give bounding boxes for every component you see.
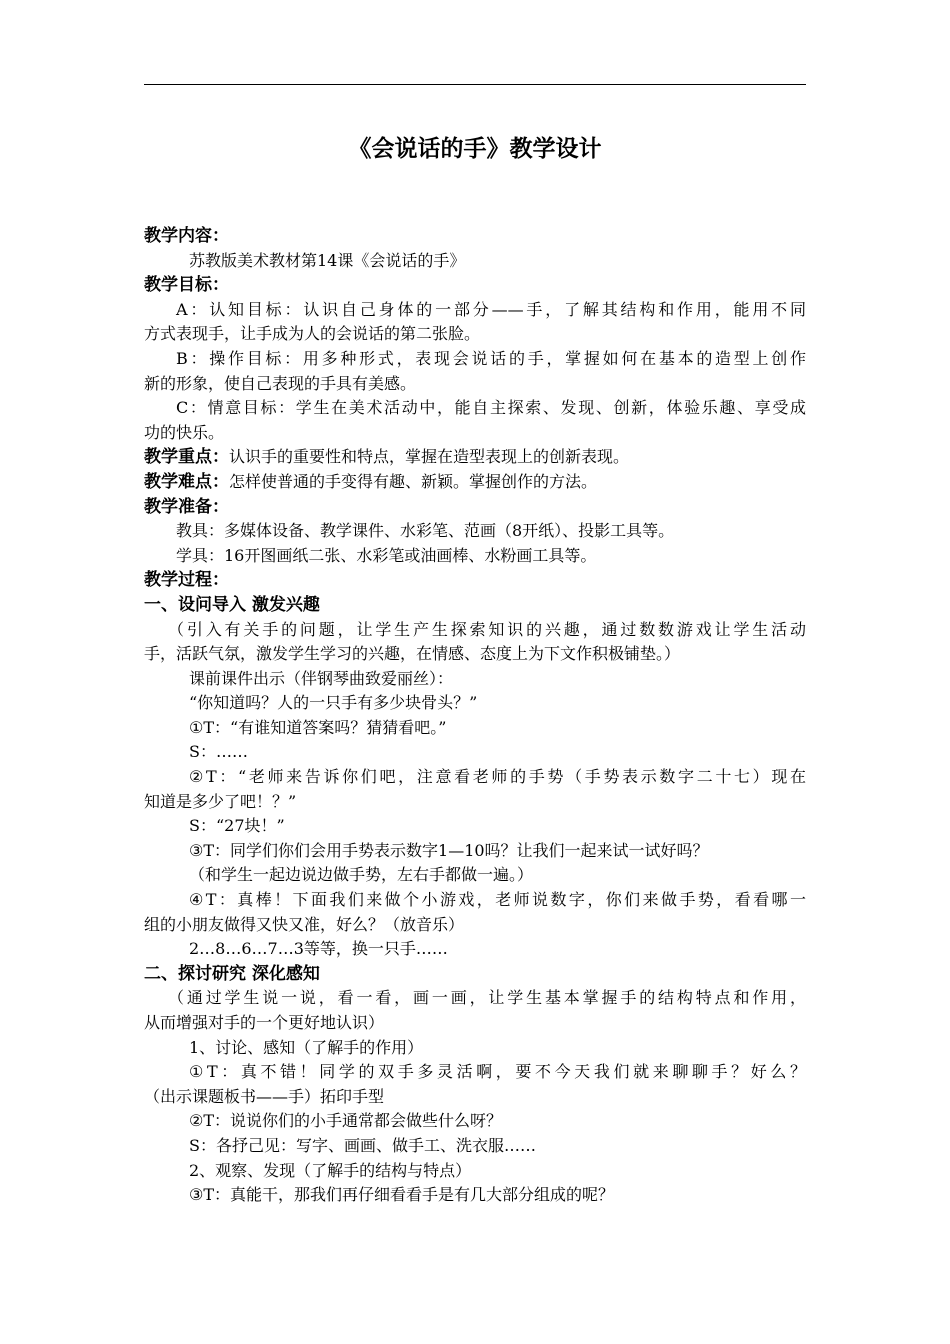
step-one-line: S：…… [189, 742, 248, 762]
step-two-note-line2: 从而增强对手的一个更好地认识） [144, 1013, 385, 1032]
step-two-line: ①T：真不错！同学的双手多灵活啊，要不今天我们就来聊聊手？好么？ [189, 1062, 806, 1082]
step-one-line: ③T：同学们你们会用手势表示数字1—10吗？让我们一起来试一试好吗？ [189, 840, 709, 860]
prep-teacher: 教具：多媒体设备、教学课件、水彩笔、范画（8开纸）、投影工具等。 [176, 521, 675, 541]
step-two-line: S：各抒己见：写字、画画、做手工、洗衣服…… [189, 1135, 536, 1155]
section-heading-goals: 教学目标： [144, 275, 229, 296]
step-two-line: （出示课题板书——手）拓印手型 [144, 1086, 385, 1106]
step-two-line: ③T：真能干，那我们再仔细看看手是有几大部分组成的呢？ [189, 1185, 615, 1205]
section-heading-content: 教学内容： [144, 226, 229, 246]
prep-student: 学具：16开图画纸二张、水彩笔或油画棒、水粉画工具等。 [176, 545, 597, 565]
goal-a-line2: 方式表现手，让手成为人的会说话的第二张脸。 [144, 324, 481, 344]
step-one-note-line1: （引入有关手的问题，让学生产生探索知识的兴趣，通过数数游戏让学生活动 [168, 619, 806, 639]
goal-b-line2: 新的形象，使自己表现的手具有美感。 [144, 373, 417, 393]
goal-c-line2: 功的快乐。 [144, 422, 225, 442]
step-one-line: S：“27块！” [189, 816, 285, 836]
step-one-line: 组的小朋友做得又快又准，好么？（放音乐） [144, 914, 465, 934]
goal-b-line1: B：操作目标：用多种形式，表现会说话的手，掌握如何在基本的造型上创作 [176, 348, 806, 368]
step-two-heading: 二、探讨研究 深化感知 [144, 963, 320, 984]
section-heading-preparation: 教学准备： [144, 496, 229, 517]
document-title: 《会说话的手》教学设计 [348, 136, 602, 162]
step-one-line: “你知道吗？人的一只手有多少块骨头？” [189, 693, 478, 713]
step-one-line: 知道是多少了吧！？” [144, 791, 297, 811]
step-one-line: ②T：“老师来告诉你们吧，注意看老师的手势（手势表示数字二十七）现在 [189, 767, 806, 787]
step-two-line: 2、观察、发现（了解手的结构与特点） [189, 1160, 472, 1180]
step-two-line: 1、讨论、感知（了解手的作用） [189, 1037, 424, 1057]
section-heading-process: 教学过程： [144, 570, 229, 591]
goal-c-line1: C：情意目标：学生在美术活动中，能自主探索、发现、创新，体验乐趣、享受成 [176, 398, 806, 418]
step-one-line: ①T：“有谁知道答案吗？猜猜看吧。” [189, 717, 447, 737]
step-one-heading: 一、设问导入 激发兴趣 [144, 594, 320, 615]
difficulties-row [144, 470, 806, 495]
step-two-line: ②T：说说你们的小手通常都会做些什么呀？ [189, 1111, 503, 1131]
step-one-line: 2…8…6…7…3等等，换一只手…… [189, 939, 448, 959]
step-one-line: ④T：真棒！下面我们来做个小游戏，老师说数字，你们来做手势，看看哪一 [189, 890, 806, 910]
step-one-note-line2: 手，活跃气氛，激发学生学习的兴趣，在情感、态度上为下文作积极铺垫。） [144, 644, 681, 664]
key-points-text: 认识手的重要性和特点，掌握在造型表现上的创新表现。 [229, 447, 630, 467]
step-one-line: 课前课件出示（伴钢琴曲致爱丽丝）： [189, 668, 454, 688]
section-heading-difficulty: 教学难点： [144, 471, 229, 492]
document-body [144, 224, 806, 1208]
step-one-line: （和学生一起边说边做手势，左右手都做一遍。） [189, 865, 534, 885]
section-heading-key: 教学重点： [144, 447, 229, 468]
goal-a-line1: A：认知目标：认识自己身体的一部分——手，了解其结构和作用，能用不同 [176, 299, 806, 319]
key-points-row [144, 445, 806, 470]
header-rule [144, 84, 806, 85]
step-two-note-line1: （通过学生说一说，看一看，画一画，让学生基本掌握手的结构特点和作用， [168, 988, 806, 1008]
difficulties-text: 怎样使普通的手变得有趣、新颖。掌握创作的方法。 [229, 471, 598, 491]
content-text: 苏教版美术教材第14课《会说话的手》 [189, 250, 466, 270]
